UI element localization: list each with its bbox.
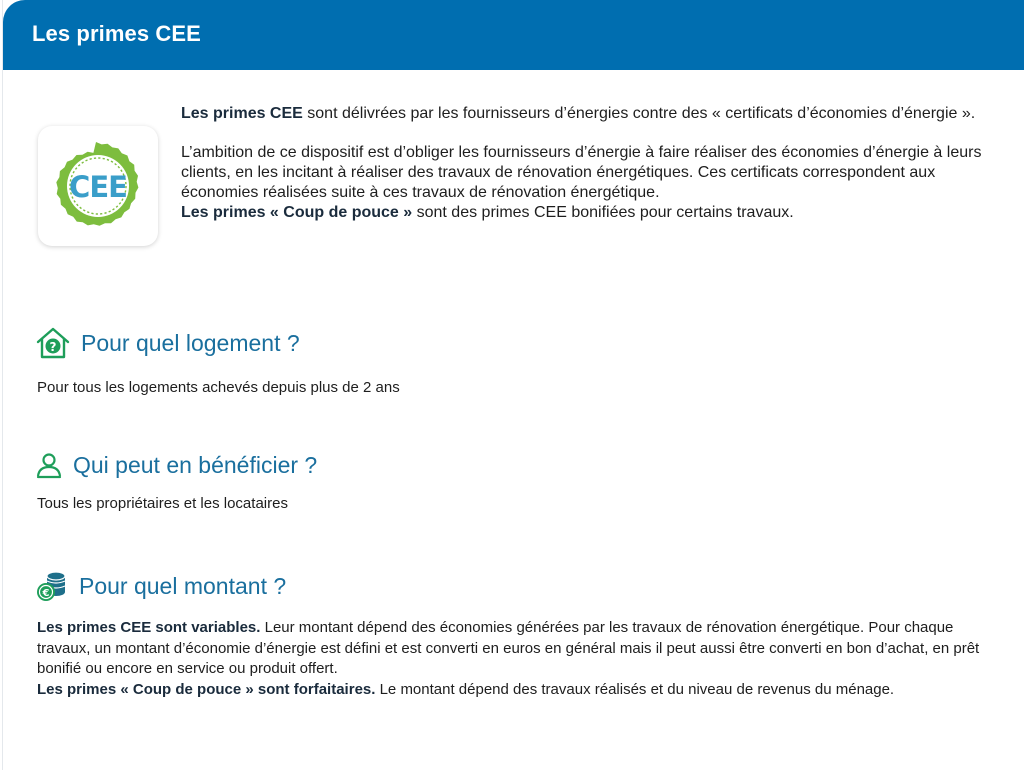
intro-rest-1: sont délivrées par les fournisseurs d’énergies contre des « certificats d’économies d’énergie ». <box>302 105 976 122</box>
coins-icon <box>35 569 69 603</box>
intro-bold-1: Les primes CEE <box>181 105 303 122</box>
intro-rest-3: sont des primes CEE bonifiées pour certains travaux. <box>412 204 794 221</box>
section-text-beneficier: Tous les propriétaires et les locataires <box>37 495 288 512</box>
cee-logo <box>38 126 158 246</box>
house-question-icon <box>35 326 71 360</box>
montant-paragraph-2 <box>37 680 997 701</box>
svg-text:€: € <box>42 588 50 599</box>
montant-paragraph-1 <box>37 618 997 680</box>
intro-text <box>181 104 991 223</box>
person-icon <box>35 451 63 479</box>
svg-text:?: ? <box>49 340 57 354</box>
cee-logo-text: CEE <box>69 170 127 204</box>
section-title-montant-text: Pour quel montant ? <box>79 572 287 599</box>
intro-paragraph-2: L’ambition de ce dispositif est d’obliger les fournisseurs d’énergie à faire réaliser des économies d’énergie à leurs clients, en les incitant à réaliser des travaux de rénovation énergétiques. Ces certificats correspondent aux économies réalisées suite à ces travaux de rénovation énergétique. <box>181 144 982 201</box>
montant-bold-2: Les primes « Coup de pouce » sont forfaitaires. <box>37 680 376 698</box>
cee-seal-icon <box>38 126 158 246</box>
section-title-logement-text: Pour quel logement ? <box>81 329 300 356</box>
section-text-logement: Pour tous les logements achevés depuis plus de 2 ans <box>37 379 400 396</box>
section-title-montant <box>35 569 286 603</box>
section-title-beneficier-text: Qui peut en bénéficier ? <box>73 451 318 478</box>
intro-paragraph-3 <box>181 203 991 223</box>
section-title-beneficier <box>35 451 317 479</box>
montant-bold-1: Les primes CEE sont variables. <box>37 619 261 636</box>
section-title-logement <box>35 326 300 360</box>
intro-bold-3: Les primes « Coup de pouce » <box>181 204 413 221</box>
montant-rest-2: Le montant dépend des travaux réalisés et du niveau de revenus du ménage. <box>375 680 895 698</box>
cee-card <box>2 0 1024 770</box>
page-title: Les primes CEE <box>32 21 201 46</box>
intro-paragraph-1 <box>181 104 991 124</box>
section-text-montant <box>37 618 997 700</box>
card-header <box>3 0 1024 70</box>
montant-rest-1: Leur montant dépend des économies générées par les travaux de rénovation énergétique. Pour chaque travaux, un montant d’économie d’énergie est défini et est converti en euros en général mais il peut aussi être converti en bon d’achat, en prêt bonifié ou encore en service ou produit offert. <box>37 619 980 677</box>
